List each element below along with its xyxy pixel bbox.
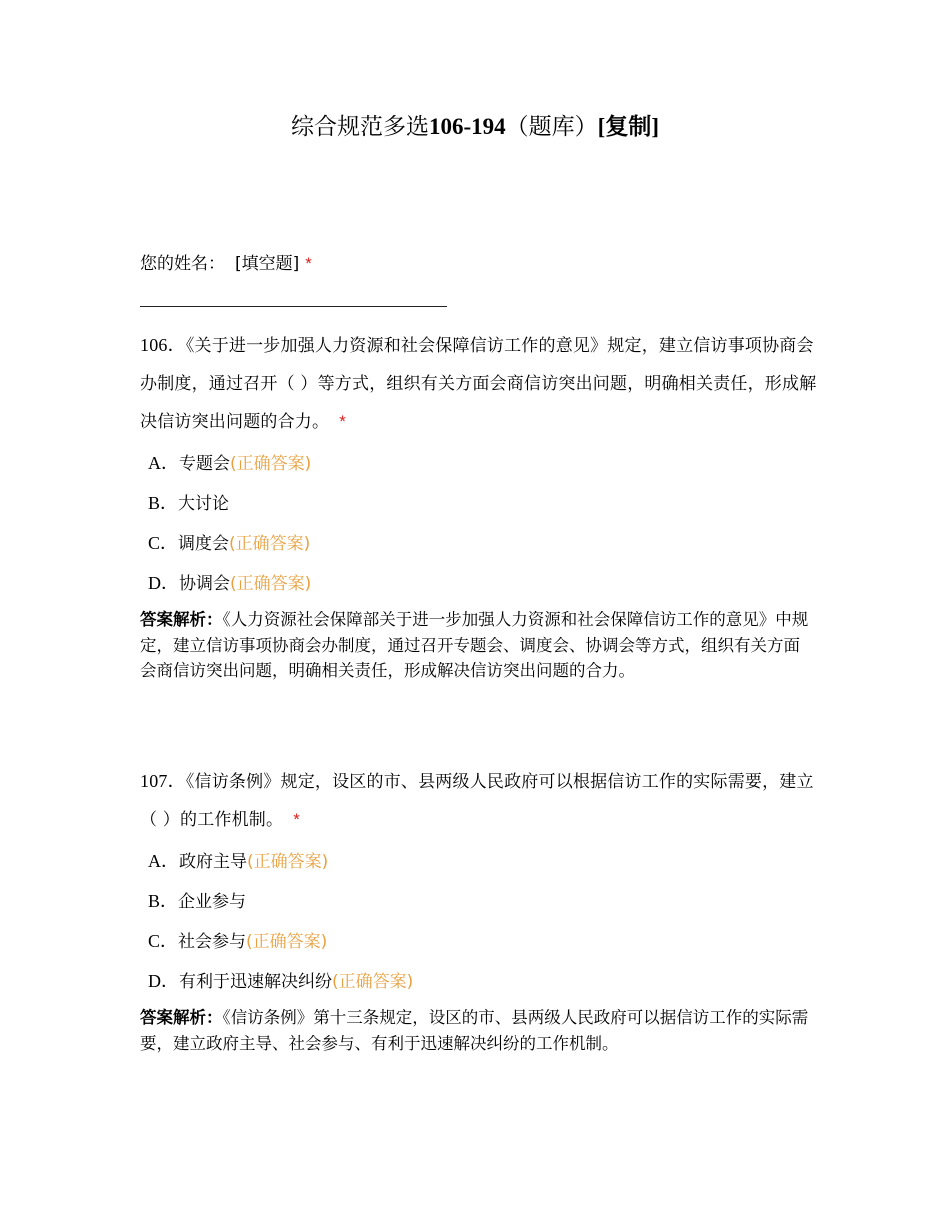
analysis-label: 答案解析：	[140, 1008, 223, 1027]
option-text: 社会参与	[178, 932, 247, 952]
correct-answer-tag: (正确答案)	[230, 454, 312, 474]
option-b[interactable]	[140, 489, 820, 529]
correct-answer-tag: (正确答案)	[229, 534, 311, 554]
name-question	[140, 251, 312, 277]
option-text: 有利于迅速解决纠纷	[179, 972, 332, 992]
option-text: 大讨论	[178, 494, 230, 514]
correct-answer-tag: (正确答案)	[246, 932, 328, 952]
option-list	[140, 847, 820, 1007]
required-mark: *	[339, 412, 347, 431]
option-text: 专题会	[179, 454, 230, 474]
option-d[interactable]	[140, 967, 820, 1007]
option-letter: A．	[148, 453, 179, 473]
title-range: 106-194	[429, 114, 506, 139]
option-letter: B．	[148, 493, 179, 513]
question-body: 《信访条例》规定，设区的市、县两级人民政府可以根据信访工作的实际需要，建立（ ）的工作机制。	[140, 772, 814, 830]
option-b[interactable]	[140, 887, 820, 927]
required-mark: *	[305, 254, 312, 273]
option-text: 协调会	[179, 574, 230, 594]
question-text	[140, 762, 820, 839]
correct-answer-tag: (正确答案)	[230, 574, 312, 594]
option-letter: C．	[148, 931, 179, 951]
answer-analysis	[140, 1005, 812, 1056]
correct-answer-tag: (正确答案)	[247, 852, 329, 872]
question-number: 106．	[140, 335, 186, 355]
question-106	[140, 326, 820, 684]
analysis-text: 《人力资源社会保障部关于进一步加强人力资源和社会保障信访工作的意见》中规定，建立信访事项协商会办制度，通过召开专题会、调度会、协调会等方式，组织有关方面会商信访突出问题，明确相关责任，形成解决信访突出问题的合力。	[140, 610, 809, 680]
title-suffix: （题库）	[505, 114, 598, 140]
option-letter: B．	[148, 891, 179, 911]
name-input-line[interactable]	[140, 306, 447, 307]
question-text	[140, 326, 820, 441]
option-text: 企业参与	[178, 892, 247, 912]
copy-tag[interactable]: [复制]	[597, 114, 659, 139]
option-letter: C．	[148, 533, 179, 553]
page-title	[0, 110, 950, 144]
option-text: 调度会	[178, 534, 230, 554]
option-a[interactable]	[140, 449, 820, 489]
correct-answer-tag: (正确答案)	[332, 972, 414, 992]
answer-analysis	[140, 607, 812, 684]
title-prefix: 综合规范多选	[291, 114, 429, 140]
option-letter: D．	[148, 573, 179, 593]
option-d[interactable]	[140, 569, 820, 609]
analysis-text: 《信访条例》第十三条规定，设区的市、县两级人民政府可以据信访工作的实际需要，建立政府主导、社会参与、有利于迅速解决纠纷的工作机制。	[140, 1008, 809, 1053]
option-letter: D．	[148, 971, 179, 991]
required-mark: *	[293, 810, 301, 829]
question-number: 107．	[140, 771, 186, 791]
option-c[interactable]	[140, 529, 820, 569]
question-type-badge: [填空题]	[235, 254, 300, 274]
name-label: 您的姓名：	[140, 254, 225, 274]
option-text: 政府主导	[179, 852, 247, 872]
option-a[interactable]	[140, 847, 820, 887]
option-letter: A．	[148, 851, 179, 871]
analysis-label: 答案解析：	[140, 610, 223, 629]
option-c[interactable]	[140, 927, 820, 967]
question-body: 《关于进一步加强人力资源和社会保障信访工作的意见》规定，建立信访事项协商会办制度，通过召开（ ）等方式，组织有关方面会商信访突出问题，明确相关责任，形成解决信访突出问题的合力。	[140, 336, 817, 432]
question-107	[140, 762, 820, 1056]
option-list	[140, 449, 820, 609]
